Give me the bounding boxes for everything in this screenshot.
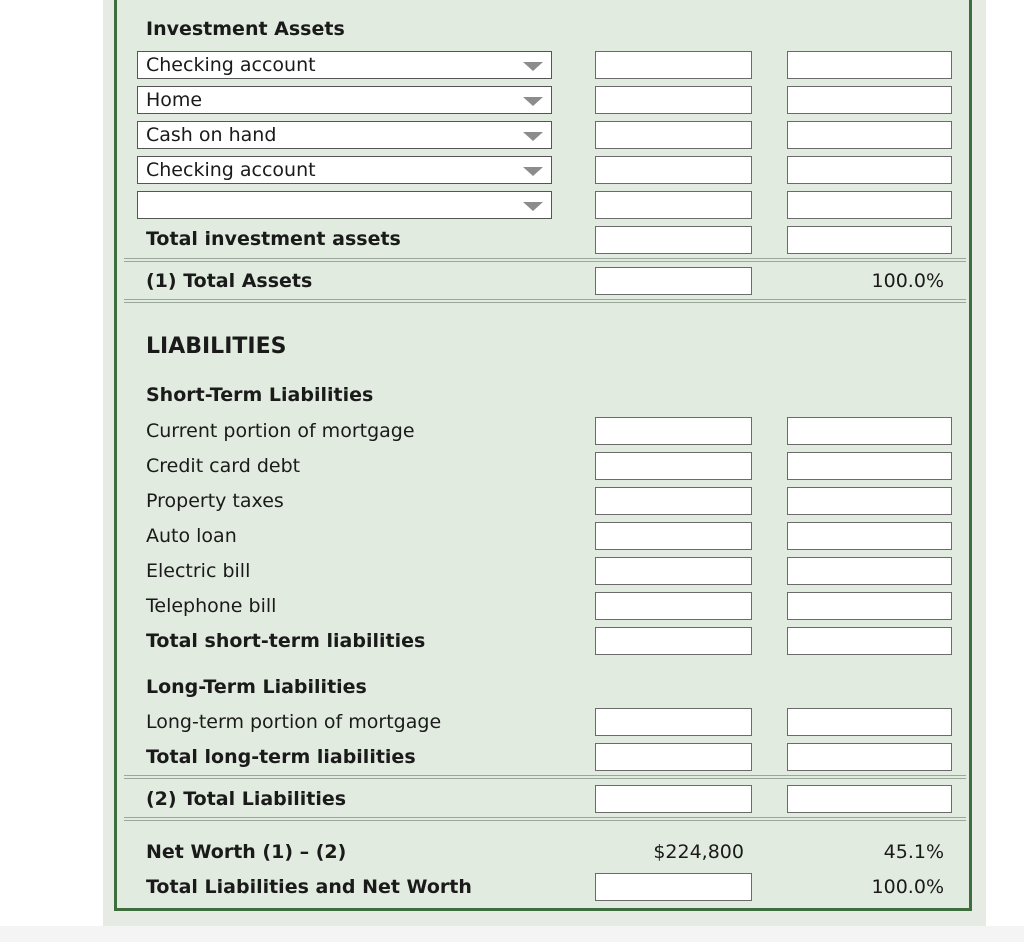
chevron-down-icon xyxy=(523,62,543,71)
total-long-term-percent-input[interactable] xyxy=(787,743,952,771)
asset-3-amount-input[interactable] xyxy=(595,121,752,149)
current-mortgage-percent-input[interactable] xyxy=(787,417,952,445)
electric-bill-percent-input[interactable] xyxy=(787,557,952,585)
total-long-term-liabilities-label: Total long-term liabilities xyxy=(146,746,416,768)
divider xyxy=(124,775,966,779)
total-long-term-amount-input[interactable] xyxy=(595,743,752,771)
page-bottom-strip xyxy=(0,926,1024,942)
asset-1-amount-input[interactable] xyxy=(595,51,752,79)
total-short-term-amount-input[interactable] xyxy=(595,627,752,655)
asset-3-percent-input[interactable] xyxy=(787,121,952,149)
asset-5-amount-input[interactable] xyxy=(595,191,752,219)
property-taxes-percent-input[interactable] xyxy=(787,487,952,515)
asset-select-1[interactable] xyxy=(137,51,552,79)
asset-select-2-value: Home xyxy=(146,89,203,111)
chevron-down-icon xyxy=(523,132,543,141)
total-liabilities-amount-input[interactable] xyxy=(595,785,752,813)
liabilities-heading: LIABILITIES xyxy=(146,334,287,359)
auto-loan-amount-input[interactable] xyxy=(595,522,752,550)
liability-item-label: Long-term portion of mortgage xyxy=(146,711,442,733)
asset-1-percent-input[interactable] xyxy=(787,51,952,79)
divider xyxy=(124,299,966,303)
chevron-down-icon xyxy=(523,97,543,106)
long-term-mortgage-percent-input[interactable] xyxy=(787,708,952,736)
long-term-liabilities-heading: Long-Term Liabilities xyxy=(146,676,367,698)
total-assets-percent: 100.0% xyxy=(871,270,944,292)
liability-item-label: Electric bill xyxy=(146,560,251,582)
asset-2-amount-input[interactable] xyxy=(595,86,752,114)
net-worth-percent: 45.1% xyxy=(883,841,944,863)
current-mortgage-amount-input[interactable] xyxy=(595,417,752,445)
asset-5-percent-input[interactable] xyxy=(787,191,952,219)
asset-select-5[interactable] xyxy=(137,191,552,219)
electric-bill-amount-input[interactable] xyxy=(595,557,752,585)
asset-select-4-value: Checking account xyxy=(146,159,316,181)
telephone-bill-percent-input[interactable] xyxy=(787,592,952,620)
chevron-down-icon xyxy=(523,202,543,211)
credit-card-amount-input[interactable] xyxy=(595,452,752,480)
total-assets-amount-input[interactable] xyxy=(595,267,752,295)
chevron-down-icon xyxy=(523,167,543,176)
asset-4-percent-input[interactable] xyxy=(787,156,952,184)
asset-select-2[interactable] xyxy=(137,86,552,114)
total-investment-assets-amount-input[interactable] xyxy=(595,226,752,254)
total-liabilities-label: (2) Total Liabilities xyxy=(146,788,347,810)
asset-4-amount-input[interactable] xyxy=(595,156,752,184)
long-term-mortgage-amount-input[interactable] xyxy=(595,708,752,736)
total-liabilities-net-worth-percent: 100.0% xyxy=(871,876,944,898)
liability-item-label: Property taxes xyxy=(146,490,284,512)
total-investment-assets-percent-input[interactable] xyxy=(787,226,952,254)
asset-select-1-value: Checking account xyxy=(146,54,316,76)
asset-2-percent-input[interactable] xyxy=(787,86,952,114)
divider xyxy=(124,258,966,262)
total-short-term-percent-input[interactable] xyxy=(787,627,952,655)
liability-item-label: Current portion of mortgage xyxy=(146,420,415,442)
asset-select-4[interactable] xyxy=(137,156,552,184)
total-liabilities-net-worth-label: Total Liabilities and Net Worth xyxy=(146,876,472,898)
net-worth-amount: $224,800 xyxy=(653,841,744,863)
property-taxes-amount-input[interactable] xyxy=(595,487,752,515)
short-term-liabilities-heading: Short-Term Liabilities xyxy=(146,384,374,406)
liability-item-label: Auto loan xyxy=(146,525,237,547)
total-liabilities-percent-input[interactable] xyxy=(787,785,952,813)
total-investment-assets-label: Total investment assets xyxy=(146,228,401,250)
investment-assets-heading: Investment Assets xyxy=(146,18,345,40)
credit-card-percent-input[interactable] xyxy=(787,452,952,480)
asset-select-3-value: Cash on hand xyxy=(146,124,277,146)
total-liabilities-net-worth-amount-input[interactable] xyxy=(595,873,752,901)
telephone-bill-amount-input[interactable] xyxy=(595,592,752,620)
net-worth-label: Net Worth (1) – (2) xyxy=(146,841,347,863)
asset-select-3[interactable] xyxy=(137,121,552,149)
liability-item-label: Telephone bill xyxy=(146,595,277,617)
auto-loan-percent-input[interactable] xyxy=(787,522,952,550)
divider xyxy=(124,817,966,821)
total-assets-label: (1) Total Assets xyxy=(146,270,313,292)
total-short-term-liabilities-label: Total short-term liabilities xyxy=(146,630,426,652)
liability-item-label: Credit card debt xyxy=(146,455,301,477)
